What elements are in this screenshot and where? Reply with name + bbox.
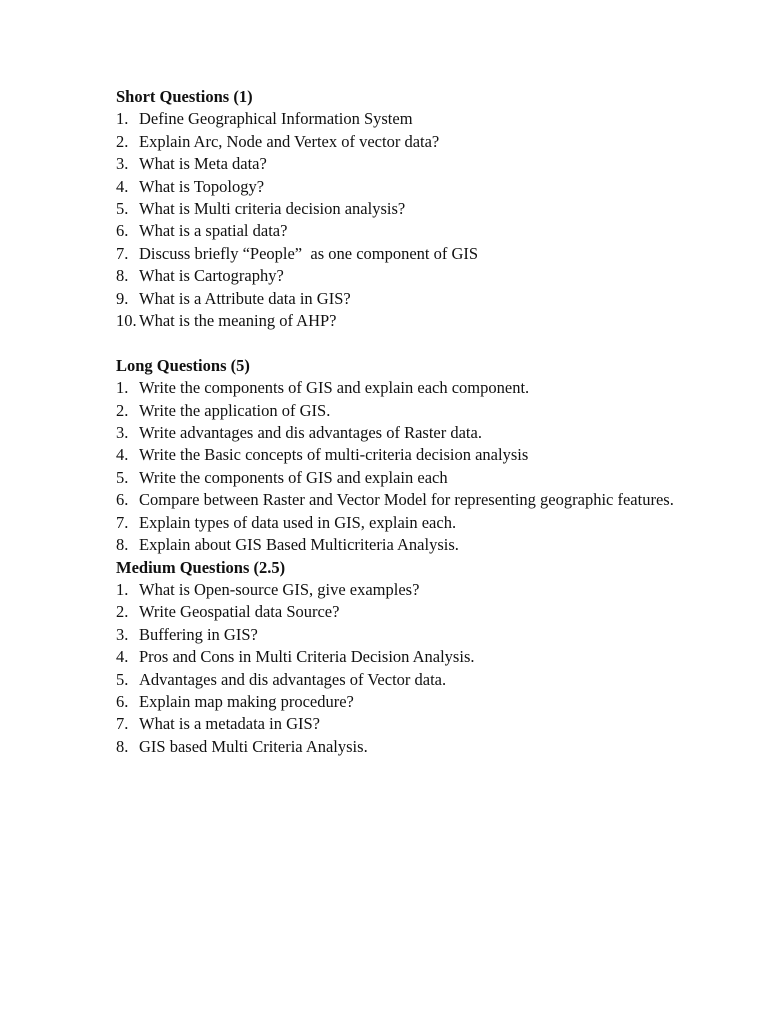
list-item [116, 512, 696, 534]
question-list [116, 108, 696, 332]
item-text: Write advantages and dis advantages of Raster data. [139, 423, 482, 443]
item-number: 4. [116, 647, 129, 667]
item-number: 1. [116, 109, 129, 129]
list-item [116, 198, 696, 220]
item-number: 7. [116, 243, 129, 263]
item-text: Buffering in GIS? [139, 624, 258, 644]
item-number: 7. [116, 512, 129, 532]
list-item [116, 153, 696, 175]
item-number: 5. [116, 669, 129, 689]
medium-questions-section [116, 557, 696, 759]
item-number: 3. [116, 423, 129, 443]
list-item [116, 288, 696, 310]
item-text: What is Open-source GIS, give examples? [139, 579, 420, 599]
item-number: 2. [116, 400, 129, 420]
item-text: Explain Arc, Node and Vertex of vector data? [139, 131, 440, 151]
item-text: What is the meaning of AHP? [139, 311, 337, 331]
item-text: What is Multi criteria decision analysis? [139, 199, 406, 219]
item-text: Compare between Raster and Vector Model for representing geographic features. [139, 490, 674, 510]
list-item [116, 265, 696, 287]
item-number: 10. [116, 311, 137, 331]
question-list [116, 579, 696, 758]
item-number: 9. [116, 288, 129, 308]
item-text: Write the components of GIS and explain each component. [139, 378, 530, 398]
item-number: 5. [116, 199, 129, 219]
document-page [116, 86, 696, 758]
item-text: What is a Attribute data in GIS? [139, 288, 351, 308]
list-item [116, 691, 696, 713]
item-number: 2. [116, 131, 129, 151]
list-item [116, 400, 696, 422]
list-item [116, 422, 696, 444]
list-item [116, 736, 696, 758]
item-text: Define Geographical Information System [139, 109, 413, 129]
item-number: 6. [116, 221, 129, 241]
section-heading: Long Questions (5) [116, 355, 250, 375]
item-number: 2. [116, 602, 129, 622]
question-list [116, 377, 696, 556]
item-text: Write the components of GIS and explain each [139, 467, 448, 487]
list-item [116, 579, 696, 601]
item-text: What is Meta data? [139, 154, 267, 174]
item-number: 4. [116, 445, 129, 465]
item-number: 6. [116, 691, 129, 711]
short-questions-section [116, 86, 696, 332]
item-text: Discuss briefly “People” as one component of GIS [139, 243, 479, 263]
item-text: Explain about GIS Based Multicriteria Analysis. [139, 535, 459, 555]
list-item [116, 601, 696, 623]
list-item [116, 243, 696, 265]
list-item [116, 108, 696, 130]
item-number: 4. [116, 176, 129, 196]
list-item [116, 444, 696, 466]
item-text: Write Geospatial data Source? [139, 602, 340, 622]
item-number: 1. [116, 579, 129, 599]
item-text: What is Topology? [139, 176, 265, 196]
list-item [116, 176, 696, 198]
section-heading: Medium Questions (2.5) [116, 557, 286, 577]
item-number: 6. [116, 490, 129, 510]
list-item [116, 220, 696, 242]
list-item [116, 713, 696, 735]
item-number: 3. [116, 624, 129, 644]
item-number: 1. [116, 378, 129, 398]
item-number: 7. [116, 714, 129, 734]
item-text: What is Cartography? [139, 266, 284, 286]
item-number: 8. [116, 535, 129, 555]
item-text: Explain types of data used in GIS, explain each. [139, 512, 457, 532]
item-number: 8. [116, 736, 129, 756]
list-item [116, 489, 696, 511]
list-item [116, 624, 696, 646]
section-spacer [116, 332, 696, 354]
section-heading: Short Questions (1) [116, 87, 253, 106]
list-item [116, 377, 696, 399]
item-text: Explain map making procedure? [139, 691, 354, 711]
item-text: Pros and Cons in Multi Criteria Decision Analysis. [139, 647, 475, 667]
item-text: Write the application of GIS. [139, 400, 331, 420]
list-item [116, 669, 696, 691]
item-number: 8. [116, 266, 129, 286]
list-item [116, 646, 696, 668]
long-questions-section [116, 355, 696, 557]
item-text: What is a spatial data? [139, 221, 288, 241]
item-text: GIS based Multi Criteria Analysis. [139, 736, 368, 756]
list-item [116, 310, 696, 332]
item-text: Advantages and dis advantages of Vector data. [139, 669, 447, 689]
item-number: 3. [116, 154, 129, 174]
list-item [116, 131, 696, 153]
list-item [116, 467, 696, 489]
item-text: Write the Basic concepts of multi-criteria decision analysis [139, 445, 529, 465]
item-text: What is a metadata in GIS? [139, 714, 320, 734]
item-number: 5. [116, 467, 129, 487]
list-item [116, 534, 696, 556]
